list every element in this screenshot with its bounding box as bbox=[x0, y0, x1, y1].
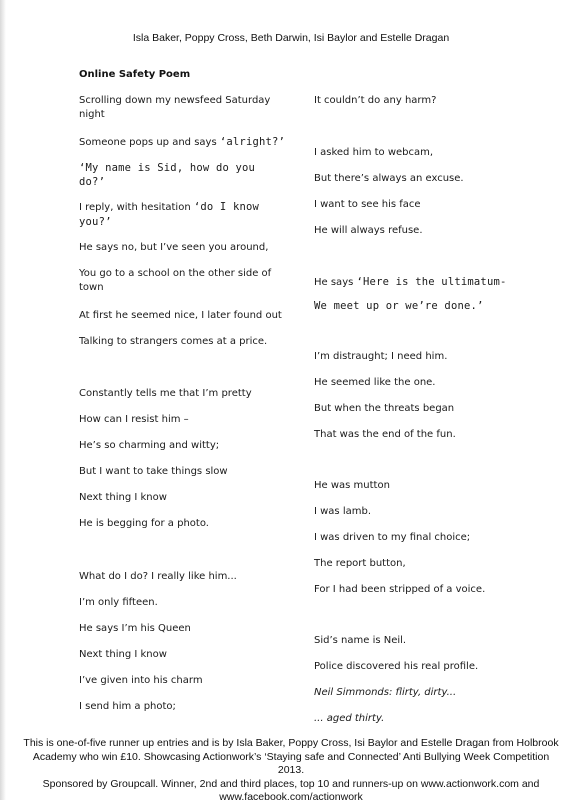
poem-line: You go to a school on the other side of town bbox=[79, 268, 272, 293]
poem-title: Online Safety Poem bbox=[79, 69, 191, 80]
poem-line: Neil Simmonds: flirty, dirty... bbox=[314, 687, 457, 698]
poem-line: But there’s always an excuse. bbox=[314, 173, 464, 184]
poem-line: Sid’s name is Neil. bbox=[314, 635, 407, 646]
poem-line: What do I do? I really like him... bbox=[79, 571, 237, 582]
page-edge bbox=[0, 0, 6, 800]
poem-line-speech: ‘Here is the ultimatum- bbox=[356, 276, 507, 288]
poem-line: He was mutton bbox=[314, 480, 390, 491]
poem-line bbox=[79, 135, 285, 150]
footer-link[interactable]: www.facebook.com/actionwork bbox=[219, 791, 363, 800]
poem-line: How can I resist him – bbox=[79, 414, 189, 425]
poem-line: At first he seemed nice, I later found out bbox=[79, 310, 282, 321]
poem-line: He is begging for a photo. bbox=[79, 518, 209, 529]
poem-line-text: Someone pops up and says bbox=[79, 137, 217, 148]
footer-line: Academy who win £10. Showcasing Actionwork’s ‘Staying safe and Connected’ Anti Bullying Week Competition 2013. bbox=[32, 750, 550, 776]
poem-line: I want to see his face bbox=[314, 199, 421, 210]
poem-line-speech: ‘alright?’ bbox=[219, 136, 286, 148]
poem-line-speech: ‘My name is Sid, how do you do?’ bbox=[79, 162, 256, 188]
poem-line: I asked him to webcam, bbox=[314, 147, 434, 158]
poem-line: I’m only fifteen. bbox=[79, 597, 158, 608]
footer-line: Sponsored by Groupcall. Winner, 2nd and third places, top 10 and runners-up on www.actionwork.com and bbox=[42, 777, 540, 790]
poem-line: The report button, bbox=[314, 558, 406, 569]
poem-line: I’ve given into his charm bbox=[79, 675, 203, 686]
poem-line: He seemed like the one. bbox=[314, 377, 436, 388]
poem-line bbox=[314, 275, 507, 290]
poem-line: It couldn’t do any harm? bbox=[314, 95, 437, 106]
poem-line: Talking to strangers comes at a price. bbox=[79, 336, 268, 347]
poem-line: Police discovered his real profile. bbox=[314, 661, 479, 672]
poem-line: I’m distraught; I need him. bbox=[314, 351, 448, 362]
poem-line: I send him a photo; bbox=[79, 701, 176, 712]
poem-line-speech: We meet up or we’re done.’ bbox=[314, 300, 484, 312]
poem-line: He says I’m his Queen bbox=[79, 623, 191, 634]
poem-line: That was the end of the fun. bbox=[314, 429, 456, 440]
poem-line: Constantly tells me that I’m pretty bbox=[79, 388, 252, 399]
authors-heading: Isla Baker, Poppy Cross, Beth Darwin, Isi Baylor and Estelle Dragan bbox=[132, 32, 450, 44]
poem-line bbox=[79, 200, 279, 230]
poem-line: He’s so charming and witty; bbox=[79, 440, 220, 451]
poem-line: But I want to take things slow bbox=[79, 466, 228, 477]
poem-line: ... aged thirty. bbox=[314, 713, 385, 724]
poem-line-text: He says bbox=[314, 277, 354, 288]
poem-line-text: I reply, with hesitation bbox=[79, 202, 191, 213]
poem-line: He will always refuse. bbox=[314, 225, 423, 236]
poem-line: Next thing I know bbox=[79, 649, 167, 660]
poem-line: I was lamb. bbox=[314, 506, 371, 517]
poem-line: Scrolling down my newsfeed Saturday night bbox=[79, 95, 271, 120]
poem-line: But when the threats began bbox=[314, 403, 455, 414]
poem-line: Next thing I know bbox=[79, 492, 167, 503]
poem-line: I was driven to my final choice; bbox=[314, 532, 471, 543]
poem-line: For I had been stripped of a voice. bbox=[314, 584, 486, 595]
poem-line-speech: ‘do I know you?’ bbox=[79, 201, 260, 228]
competition-footer bbox=[20, 737, 562, 800]
poem-line: He says no, but I’ve seen you around, bbox=[79, 242, 269, 253]
footer-line: This is one-of-five runner up entries and is by Isla Baker, Poppy Cross, Isi Baylor and Estelle Dragan from Holbrook bbox=[23, 737, 559, 749]
